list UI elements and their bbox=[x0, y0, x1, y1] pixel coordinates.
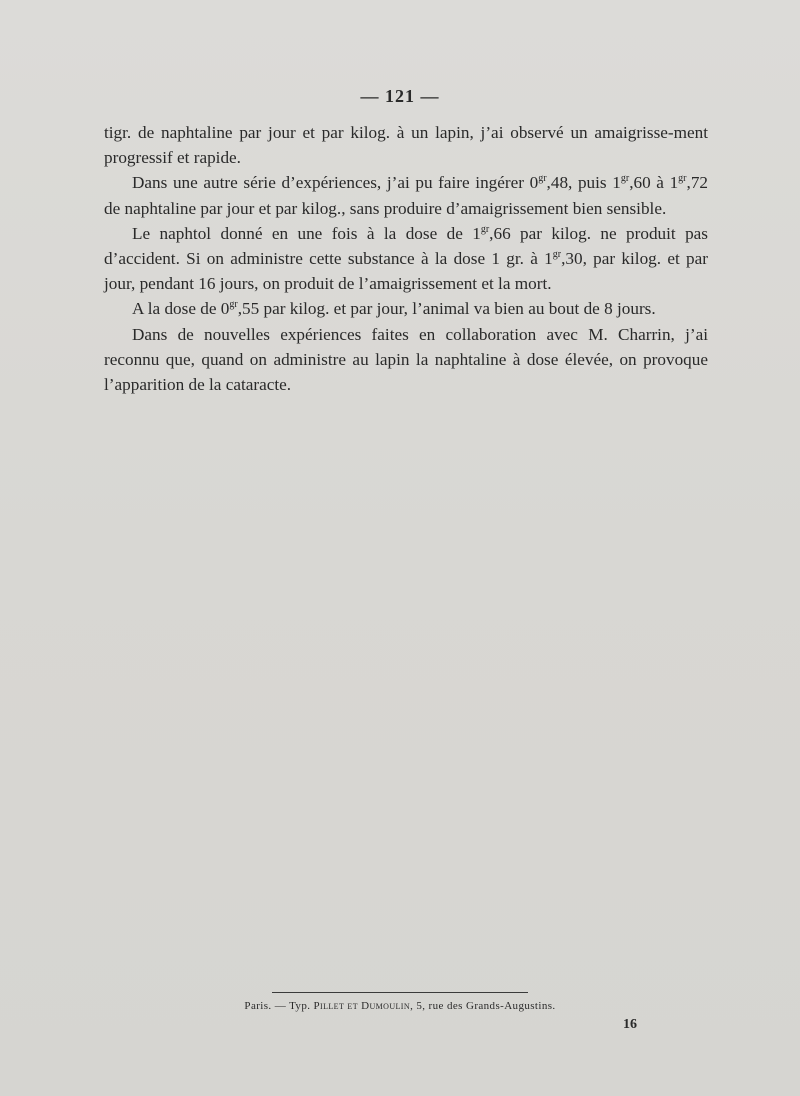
printer-names: Pillet et Dumoulin bbox=[313, 1000, 411, 1012]
paragraph-2-text-b: ,48, puis 1 bbox=[546, 173, 621, 193]
paragraph-5-text: Dans de nouvelles expériences faites en collaboration avec M. Charrin, j’ai reconnu que, quand on administre au lapin la naphtaline à dose élevée, on provoque l’apparition de la cataracte. bbox=[104, 324, 708, 395]
imprint-address: , 5, rue des Grands-Augustins. bbox=[410, 1000, 556, 1012]
paragraph-3-text-c: ,30, par kilog. et par jour, pendant 16 jours, on produit de l’amaigrissement et la mort. bbox=[104, 249, 708, 294]
paragraph-3-text-b: ,66 par kilog. ne produit pas d’accident. Si on administre cette substance à la dose 1 gr. à 1 bbox=[104, 223, 708, 269]
grams-abbrev: gr bbox=[552, 249, 562, 261]
body-text bbox=[104, 120, 708, 397]
grams-abbrev: gr bbox=[678, 173, 687, 185]
paragraph-5 bbox=[104, 322, 708, 398]
footer-rule bbox=[272, 992, 528, 993]
grams-abbrev: gr bbox=[480, 223, 490, 235]
printer-imprint bbox=[0, 1000, 800, 1012]
signature-mark: 16 bbox=[623, 1017, 637, 1032]
paragraph-2 bbox=[104, 170, 708, 220]
grams-abbrev: gr bbox=[229, 299, 238, 311]
paragraph-2-text-d: ,72 de naphtaline par jour et par kilog., sans produire d’amaigrissement bien sensible. bbox=[104, 173, 708, 218]
grams-abbrev: gr bbox=[620, 173, 630, 185]
paragraph-1-text: tigr. de naphtaline par jour et par kilog. à un lapin, j’ai observé un amaigrisse-ment progressif et rapide. bbox=[104, 123, 708, 168]
grams-abbrev: gr bbox=[538, 173, 547, 185]
paragraph-2-text-c: ,60 à 1 bbox=[629, 173, 679, 193]
paragraph-3-text-a: Le naphtol donné en une fois à la dose de 1 bbox=[132, 223, 481, 243]
paragraph-4-text-a: A la dose de 0 bbox=[132, 299, 230, 319]
paragraph-3 bbox=[104, 221, 708, 297]
paragraph-4-text-b: ,55 par kilog. et par jour, l’animal va bien au bout de 8 jours. bbox=[237, 299, 656, 319]
imprint-prefix: Paris. — Typ. bbox=[244, 1000, 314, 1012]
paragraph-1 bbox=[104, 120, 708, 170]
paragraph-2-text-a: Dans une autre série d’expériences, j’ai pu faire ingérer 0 bbox=[132, 173, 539, 193]
paragraph-4 bbox=[104, 296, 708, 321]
page-number: — 121 — bbox=[360, 86, 440, 106]
